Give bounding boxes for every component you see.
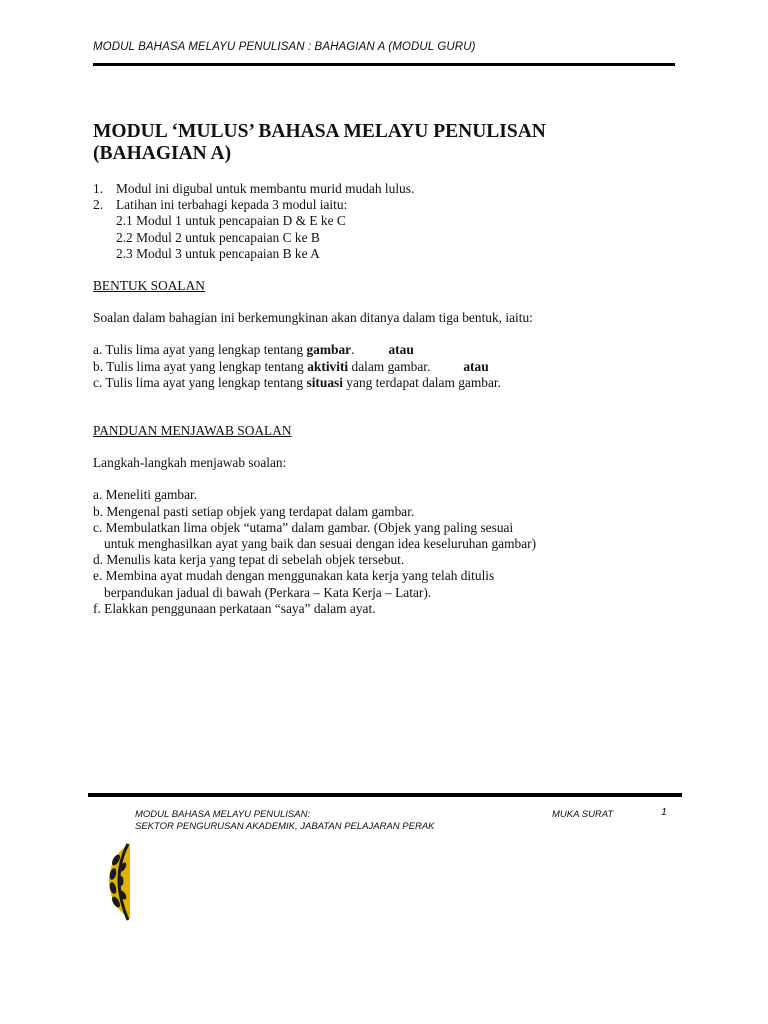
step-item-continued: untuk menghasilkan ayat yang baik dan sesuai dengan idea keseluruhan gambar) — [104, 536, 537, 552]
list-number: 1. — [93, 181, 104, 196]
question-text-end: . — [351, 342, 355, 358]
footer-page-label: MUKA SURAT — [552, 809, 614, 820]
question-text: b. Tulis lima ayat yang lengkap tentang — [93, 358, 308, 374]
or-label: atau — [388, 342, 414, 358]
document-body — [93, 181, 673, 617]
section-intro: Soalan dalam bahagian ini berkemungkinan akan ditanya dalam tiga bentuk, iaitu: — [93, 310, 533, 326]
step-item-continued: berpandukan jadual di bawah (Perkara – Kata Kerja – Latar). — [104, 584, 432, 600]
page-number: 1 — [661, 806, 667, 818]
sub-item: 2.2 Modul 2 untuk pencapaian C ke B — [116, 229, 320, 245]
step-item: a. Meneliti gambar. — [93, 487, 198, 503]
step-item: c. Membulatkan lima objek “utama” dalam gambar. (Objek yang paling sesuai — [93, 519, 514, 535]
question-text-end: dalam gambar. — [348, 358, 431, 374]
question-text: c. Tulis lima ayat yang lengkap tentang — [93, 374, 307, 390]
running-header: MODUL BAHASA MELAYU PENULISAN : BAHAGIAN A (MODUL GURU) — [93, 41, 476, 53]
question-form-b — [93, 359, 673, 375]
header-rule — [93, 63, 675, 66]
step-item: e. Membina ayat mudah dengan menggunakan kata kerja yang telah ditulis — [93, 568, 495, 584]
list-number: 2. — [93, 197, 104, 213]
question-form-c — [93, 375, 673, 391]
list-text: Latihan ini terbahagi kepada 3 modul iaitu: — [116, 197, 348, 213]
footer-department: SEKTOR PENGURUSAN AKADEMIK, JABATAN PELAJARAN PERAK — [135, 821, 435, 832]
footer-module-name: MODUL BAHASA MELAYU PENULISAN: — [135, 809, 311, 820]
page-title — [93, 121, 653, 165]
or-label: atau — [463, 358, 489, 374]
title-line-1: MODUL ‘MULUS’ BAHASA MELAYU PENULISAN — [93, 121, 546, 142]
list-item — [93, 181, 673, 197]
footer-rule — [88, 793, 682, 797]
question-keyword: aktiviti — [307, 358, 349, 374]
step-item: b. Mengenal pasti setiap objek yang terdapat dalam gambar. — [93, 503, 415, 519]
question-text: a. Tulis lima ayat yang lengkap tentang — [93, 342, 307, 358]
emblem-logo-icon — [104, 838, 130, 924]
question-form-a — [93, 342, 673, 358]
list-text: Modul ini digubal untuk membantu murid mudah lulus. — [116, 181, 415, 196]
sub-item: 2.1 Modul 1 untuk pencapaian D & E ke C — [116, 213, 346, 229]
step-item: f. Elakkan penggunaan perkataan “saya” dalam ayat. — [93, 600, 376, 616]
section-intro: Langkah-langkah menjawab soalan: — [93, 455, 287, 471]
question-keyword: situasi — [306, 374, 343, 390]
question-keyword: gambar — [306, 342, 352, 358]
section-heading-panduan: PANDUAN MENJAWAB SOALAN — [93, 423, 292, 439]
sub-item: 2.3 Modul 3 untuk pencapaian B ke A — [116, 245, 320, 261]
section-heading-bentuk: BENTUK SOALAN — [93, 278, 205, 294]
list-item — [93, 197, 673, 213]
title-line-2: (BAHAGIAN A) — [93, 143, 232, 164]
step-item: d. Menulis kata kerja yang tepat di sebelah objek tersebut. — [93, 552, 405, 568]
question-text-end: yang terdapat dalam gambar. — [342, 374, 501, 390]
